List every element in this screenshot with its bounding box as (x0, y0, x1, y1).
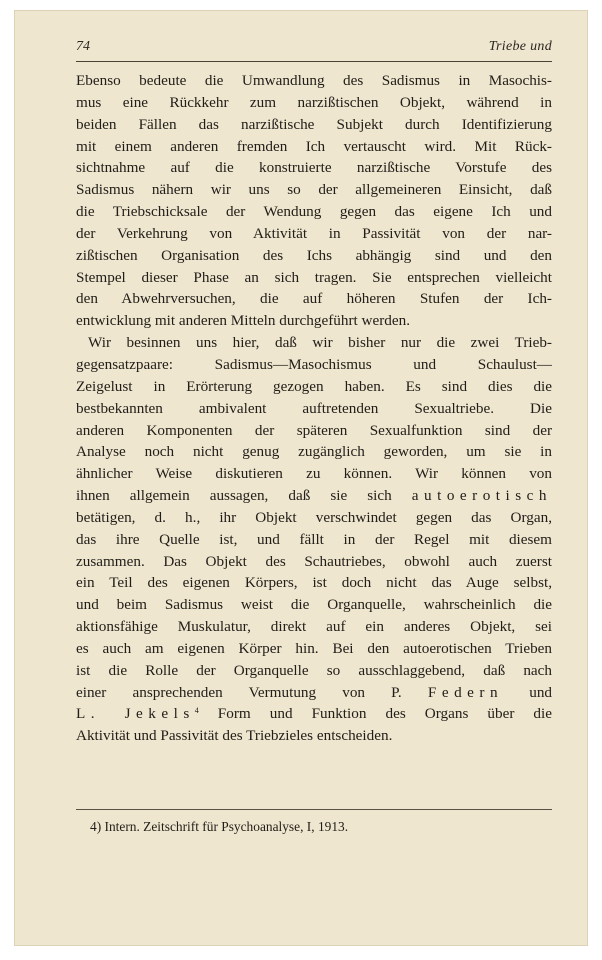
text-line: ist die Rolle der Organquelle so ausschlaggebend, daß nach (76, 661, 552, 679)
footnote: 4) Intern. Zeitschrift für Psychoanalyse, I, 1913. (90, 819, 349, 834)
text-line: und beim Sadismus weist die Organquelle, wahrscheinlich die (76, 596, 552, 614)
text-line (76, 485, 552, 507)
text-line: mit einem anderen fremden Ich vertauscht wird. Mit Rück- (76, 137, 552, 155)
text-line: sichtnahme auf die konstruierte narzißtische Vorstufe des (76, 159, 552, 177)
text-line: entwicklung mit anderen Mitteln durchgeführt werden. (76, 312, 411, 330)
paragraph-2 (76, 332, 552, 747)
text-line: anderen Komponenten der späteren Sexualfunktion sind der (76, 421, 552, 439)
text-line: aktionsfähige Muskulatur, direkt auf ein anderes Objekt, sei (76, 618, 552, 636)
text-line: Sadismus nähern wir uns so der allgemeineren Einsicht, daß (76, 181, 552, 199)
text-segment: und (529, 683, 553, 701)
text-line: zißtischen Organisation des Ichs abhängig sind und den (76, 246, 552, 264)
emphasized-term: autoerotisch (411, 487, 552, 505)
running-title: Triebe und (488, 39, 552, 54)
text-line: Analyse noch nicht genug zugänglich geworden, um sie in (76, 443, 552, 461)
text-line: Ebenso bedeute die Umwandlung des Sadismus in Masochis- (76, 72, 552, 89)
page-number: 74 (76, 39, 90, 54)
text-line: das ihre Quelle ist, und fällt in der Regel mit diesem (76, 530, 552, 548)
text-line: Wir besinnen uns hier, daß wir bisher nur die zwei Trieb- (88, 334, 552, 352)
text-line: Stempel dieser Phase an sich tragen. Sie entsprechen vielleicht (76, 268, 552, 286)
header-rule (76, 61, 552, 62)
text-line: bestbekannten ambivalent auftretenden Sexualtriebe. Die (76, 399, 552, 417)
paragraph-1 (76, 70, 552, 332)
text-line (76, 682, 552, 704)
text-line: der Verkehrung von Aktivität in Passivität von der nar- (76, 224, 552, 242)
text-line: die Triebschicksale der Wendung gegen das eigene Ich und (76, 203, 552, 221)
text-segment: einer ansprechenden Vermutung von P. (76, 683, 402, 701)
text-line: gegensatzpaare: Sadismus—Masochismus und Schaulust— (76, 355, 552, 373)
emphasized-name: L. Jekels (76, 705, 195, 723)
footnote-marker: 4 (194, 706, 199, 716)
body-text (76, 70, 552, 747)
text-segment: Form und Funktion des Organs über die (217, 705, 552, 723)
text-line (76, 703, 552, 725)
text-line: mus eine Rückkehr zum narzißtischen Objekt, während in (76, 93, 552, 111)
text-line: es auch am eigenen Körper hin. Bei den autoerotischen Trieben (76, 639, 552, 657)
text-segment: ihnen allgemein aussagen, daß sie sich (76, 487, 392, 505)
text-line: den Abwehrversuchen, die auf höheren Stufen der Ich- (76, 290, 552, 308)
page-header (76, 39, 552, 59)
text-line: betätigen, d. h., ihr Objekt verschwindet gegen das Organ, (76, 508, 552, 526)
text-line: ähnlicher Weise diskutieren zu können. Wir können von (76, 465, 552, 483)
text-line: Zeigelust in Erörterung gezogen haben. Es sind dies die (76, 377, 552, 395)
text-line: ein Teil des eigenen Körpers, ist doch nicht das Auge selbst, (76, 574, 552, 592)
text-line: beiden Fällen das narzißtische Subjekt durch Identifizierung (76, 115, 552, 133)
emphasized-name: Federn (427, 683, 504, 701)
text-line: Aktivität und Passivität des Triebzieles entscheiden. (76, 727, 393, 745)
footnote-rule (76, 809, 552, 810)
text-line: zusammen. Das Objekt des Schautriebes, obwohl auch zuerst (76, 552, 552, 570)
